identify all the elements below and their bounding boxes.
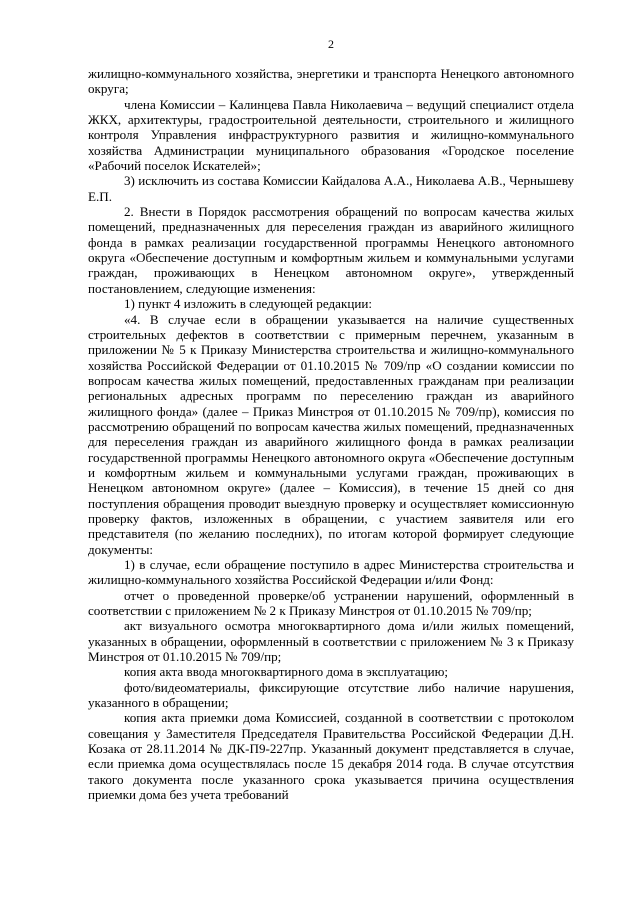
paragraph: 1) пункт 4 изложить в следующей редакции: — [124, 296, 372, 312]
paragraph: акт визуального осмотра многоквартирного дома и/или жилых помещений, указанных в обращении, оформленный в соответствии с приложением № 3 к Приказу Минстроя от 01.10.2015 № 709/пр; — [88, 618, 574, 665]
paragraph: члена Комиссии – Калинцева Павла Николаевича – ведущий специалист отдела ЖКХ, архитектуры, градостроительной деятельности, строительного и жилищного контроля Управления инфраструктурного развития и жилищно-коммунального хозяйства Администрации муниципального образования «Городское поселение «Рабочий поселок Искателей»; — [88, 96, 574, 174]
paragraph: 1) в случае, если обращение поступило в адрес Министерства строительства и жилищно-коммунального хозяйства Российской Федерации и/или Фонд: — [88, 557, 574, 588]
paragraph: копия акта приемки дома Комиссией, созданной в соответствии с протоколом совещания у Заместителя Председателя Правительства Российской Федерации Д.Н. Козака от 28.11.2014 № ДК-П9-227пр. Указанный документ представляется в случае, если приемка дома осуществлялась после 15 декабря 2014 года. В случае отсутствия такого документа после указанного срока указывается причина осуществления приемки дома без учета требований — [88, 710, 574, 803]
paragraph: копия акта ввода многоквартирного дома в эксплуатацию; — [124, 664, 449, 680]
paragraph: отчет о проведенной проверке/об устранении нарушений, оформленный в соответствии с приложением № 2 к Приказу Минстроя от 01.10.2015 № 709/пр; — [88, 587, 574, 619]
page-number: 2 — [328, 37, 334, 51]
paragraph: 2. Внести в Порядок рассмотрения обращений по вопросам качества жилых помещений, предназначенных для переселения граждан из аварийного жилищного фонда в рамках реализации государственной программы Ненецкого автономного округа «Обеспечение доступным и комфортным жильем и коммунальными услугами граждан, проживающих в Ненецком автономном округе», утвержденный постановлением, следующие изменения: — [88, 204, 574, 296]
paragraph: 3) исключить из состава Комиссии Кайдалова А.А., Николаева А.В., Чернышеву Е.П. — [88, 173, 574, 204]
paragraph: фото/видеоматериалы, фиксирующие отсутствие либо наличие нарушения, указанного в обращении; — [88, 679, 574, 711]
document-body — [88, 66, 574, 803]
paragraph: «4. В случае если в обращении указывается на наличие существенных строительных дефектов в соответствии с примерным перечнем, указанным в приложении № 5 к Приказу Министерства строительства и жилищно-коммунального хозяйства Российской Федерации от 01.10.2015 № 709/пр «О создании комиссии по вопросам качества жилых помещений, предоставленных гражданам при реализации региональных адресных программ по переселению граждан из аварийного жилищного фонда» (далее – Приказ Минстроя от 01.10.2015 № 709/пр), комиссия по рассмотрению обращений по вопросам качества жилых помещений, предназначенных для переселения граждан из аварийного жилищного фонда в рамках реализации государственной программы Ненецкого автономного округа «Обеспечение доступным и комфортным жильем и коммунальными услугами граждан, проживающих в Ненецком автономном округе» (далее – Комиссия), в течение 15 дней со дня поступления обращения проводит выездную проверку и осуществляет комиссионную проверку фактов, изложенных в обращении, с участием заявителя или его представителя (по желанию последних), по итогам которой формирует следующие документы: — [88, 311, 574, 557]
paragraph: жилищно-коммунального хозяйства, энергетики и транспорта Ненецкого автономного округа; — [88, 66, 574, 97]
document-page — [88, 37, 574, 803]
